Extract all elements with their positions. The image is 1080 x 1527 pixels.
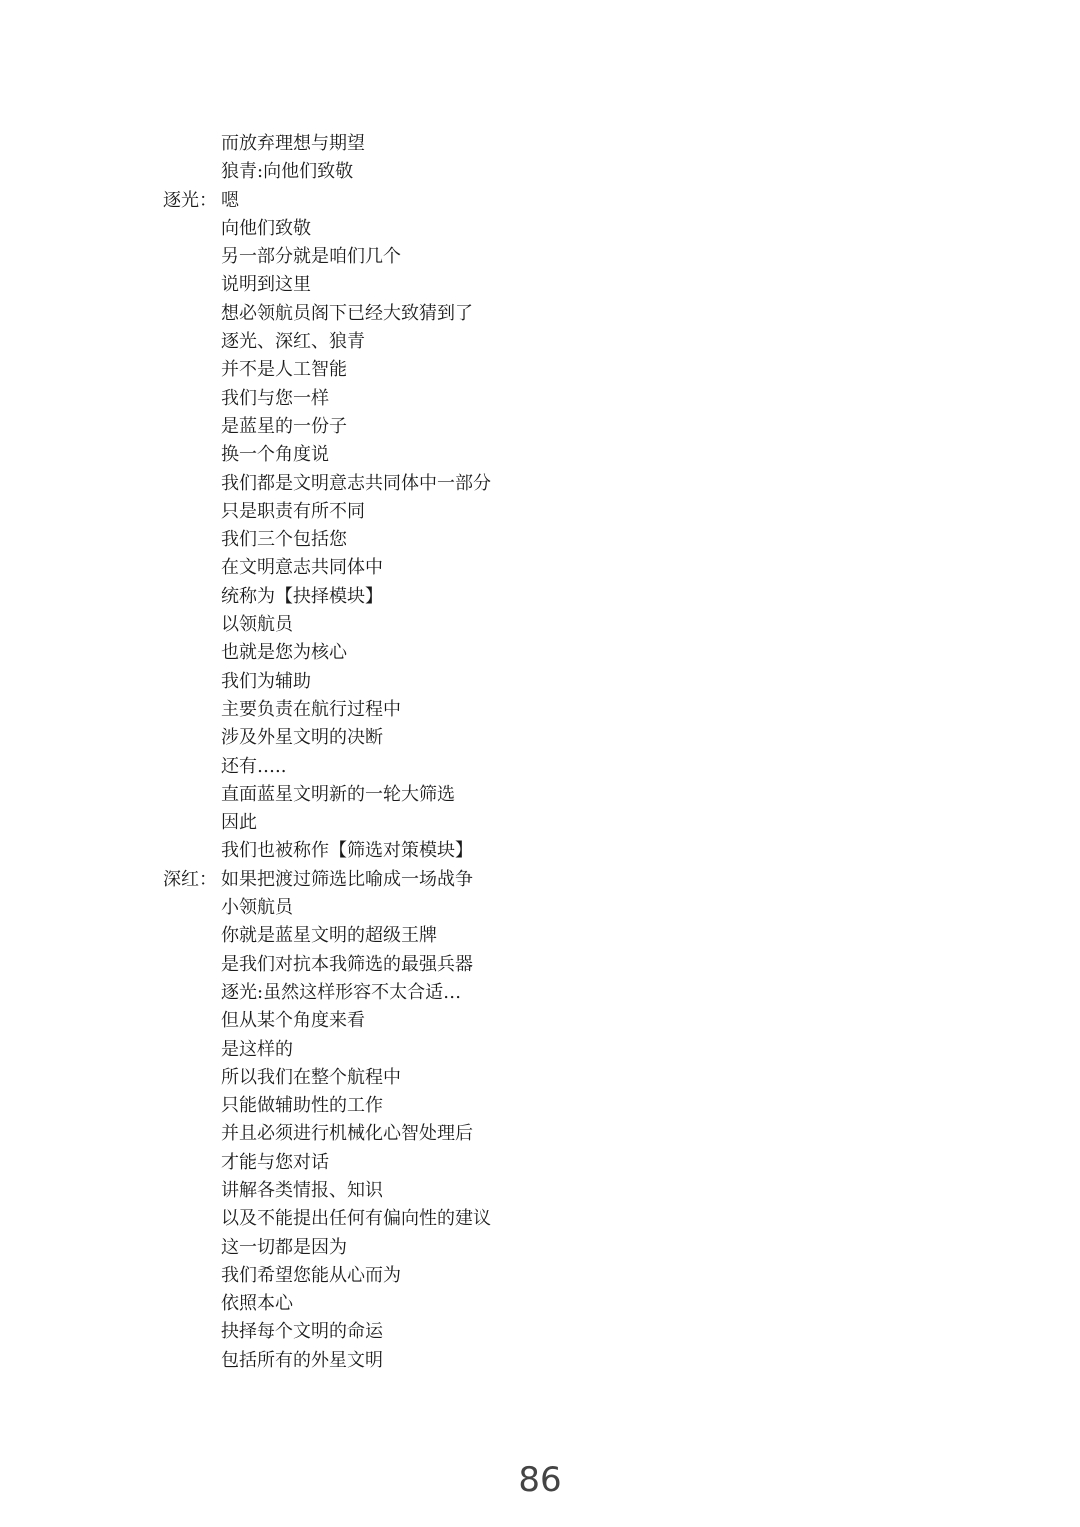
- line-text: 这一切都是因为: [221, 1236, 347, 1258]
- line-text: 是我们对抗本我筛选的最强兵器: [221, 953, 473, 975]
- line-text: 讲解各类情报、知识: [221, 1179, 383, 1201]
- line-text: 我们也被称作【筛选对策模块】: [221, 840, 473, 862]
- line-text: 直面蓝星文明新的一轮大筛选: [221, 783, 455, 805]
- line-text: 逐光:虽然这样形容不太合适…: [221, 981, 462, 1003]
- text-line: [0, 356, 1080, 384]
- text-line: [0, 979, 1080, 1007]
- text-line: [0, 1290, 1080, 1318]
- line-text: 以及不能提出任何有偏向性的建议: [221, 1208, 491, 1230]
- text-line: [0, 894, 1080, 922]
- speaker-label: 逐光：: [163, 189, 217, 211]
- text-line: [0, 526, 1080, 554]
- text-line: [0, 498, 1080, 526]
- text-line: [0, 413, 1080, 441]
- line-text: 所以我们在整个航程中: [221, 1066, 401, 1088]
- text-line: [0, 1347, 1080, 1375]
- line-text: 逐光、深红、狼青: [221, 331, 365, 353]
- line-text: 在文明意志共同体中: [221, 557, 383, 579]
- line-text: 并不是人工智能: [221, 359, 347, 381]
- line-text: 是蓝星的一份子: [221, 415, 347, 437]
- line-text: 我们为辅助: [221, 670, 311, 692]
- text-line: [0, 1064, 1080, 1092]
- text-line: [0, 1149, 1080, 1177]
- line-text: 也就是您为核心: [221, 642, 347, 664]
- script-text-block: [0, 130, 1080, 1375]
- text-line: [0, 809, 1080, 837]
- line-text: 如果把渡过筛选比喻成一场战争: [221, 868, 473, 890]
- line-text: 小领航员: [221, 897, 293, 919]
- text-line: [0, 554, 1080, 582]
- text-line: [0, 271, 1080, 299]
- line-text: 统称为【抉择模块】: [221, 585, 383, 607]
- line-text: 只是职责有所不同: [221, 500, 365, 522]
- text-line: [0, 866, 1080, 894]
- text-line: [0, 187, 1080, 215]
- line-text: 依照本心: [221, 1293, 293, 1315]
- text-line: [0, 1036, 1080, 1064]
- text-line: [0, 1007, 1080, 1035]
- text-line: [0, 1318, 1080, 1346]
- text-line: [0, 328, 1080, 356]
- line-text: 嗯: [221, 189, 239, 211]
- text-line: [0, 385, 1080, 413]
- text-line: [0, 1092, 1080, 1120]
- line-text: 还有…..: [221, 755, 287, 777]
- text-line: [0, 300, 1080, 328]
- text-line: [0, 215, 1080, 243]
- text-line: [0, 158, 1080, 186]
- line-text: 是这样的: [221, 1038, 293, 1060]
- line-text: 才能与您对话: [221, 1151, 329, 1173]
- text-line: [0, 639, 1080, 667]
- text-line: [0, 470, 1080, 498]
- line-text: 我们三个包括您: [221, 529, 347, 551]
- text-line: [0, 1205, 1080, 1233]
- text-line: [0, 1120, 1080, 1148]
- line-text: 我们希望您能从心而为: [221, 1264, 401, 1286]
- line-text: 另一部分就是咱们几个: [221, 246, 401, 268]
- text-line: [0, 668, 1080, 696]
- line-text: 并且必须进行机械化心智处理后: [221, 1123, 473, 1145]
- text-line: [0, 1262, 1080, 1290]
- text-line: [0, 1177, 1080, 1205]
- text-line: [0, 1234, 1080, 1262]
- page-number: 86: [518, 1460, 562, 1500]
- text-line: [0, 781, 1080, 809]
- line-text: 向他们致敬: [221, 217, 311, 239]
- line-text: 包括所有的外星文明: [221, 1349, 383, 1371]
- text-line: [0, 753, 1080, 781]
- line-text: 而放弃理想与期望: [221, 133, 365, 154]
- line-text: 我们与您一样: [221, 387, 329, 409]
- line-text: 涉及外星文明的决断: [221, 727, 383, 749]
- text-line: [0, 583, 1080, 611]
- line-text: 想必领航员阁下已经大致猜到了: [221, 302, 473, 324]
- text-line: [0, 696, 1080, 724]
- text-line: [0, 611, 1080, 639]
- text-line: [0, 243, 1080, 271]
- text-line: [0, 922, 1080, 950]
- line-text: 你就是蓝星文明的超级王牌: [221, 925, 437, 947]
- line-text: 主要负责在航行过程中: [221, 698, 401, 720]
- line-text: 狼青:向他们致敬: [221, 161, 354, 183]
- text-line: [0, 837, 1080, 865]
- line-text: 以领航员: [221, 614, 293, 636]
- text-line: [0, 130, 1080, 158]
- line-text: 但从某个角度来看: [221, 1010, 365, 1032]
- line-text: 因此: [221, 812, 257, 834]
- text-line: [0, 441, 1080, 469]
- line-text: 我们都是文明意志共同体中一部分: [221, 472, 491, 494]
- line-text: 抉择每个文明的命运: [221, 1321, 383, 1343]
- text-line: [0, 724, 1080, 752]
- text-line: [0, 951, 1080, 979]
- line-text: 换一个角度说: [221, 444, 329, 466]
- line-text: 只能做辅助性的工作: [221, 1095, 383, 1117]
- line-text: 说明到这里: [221, 274, 311, 296]
- speaker-label: 深红：: [163, 868, 217, 890]
